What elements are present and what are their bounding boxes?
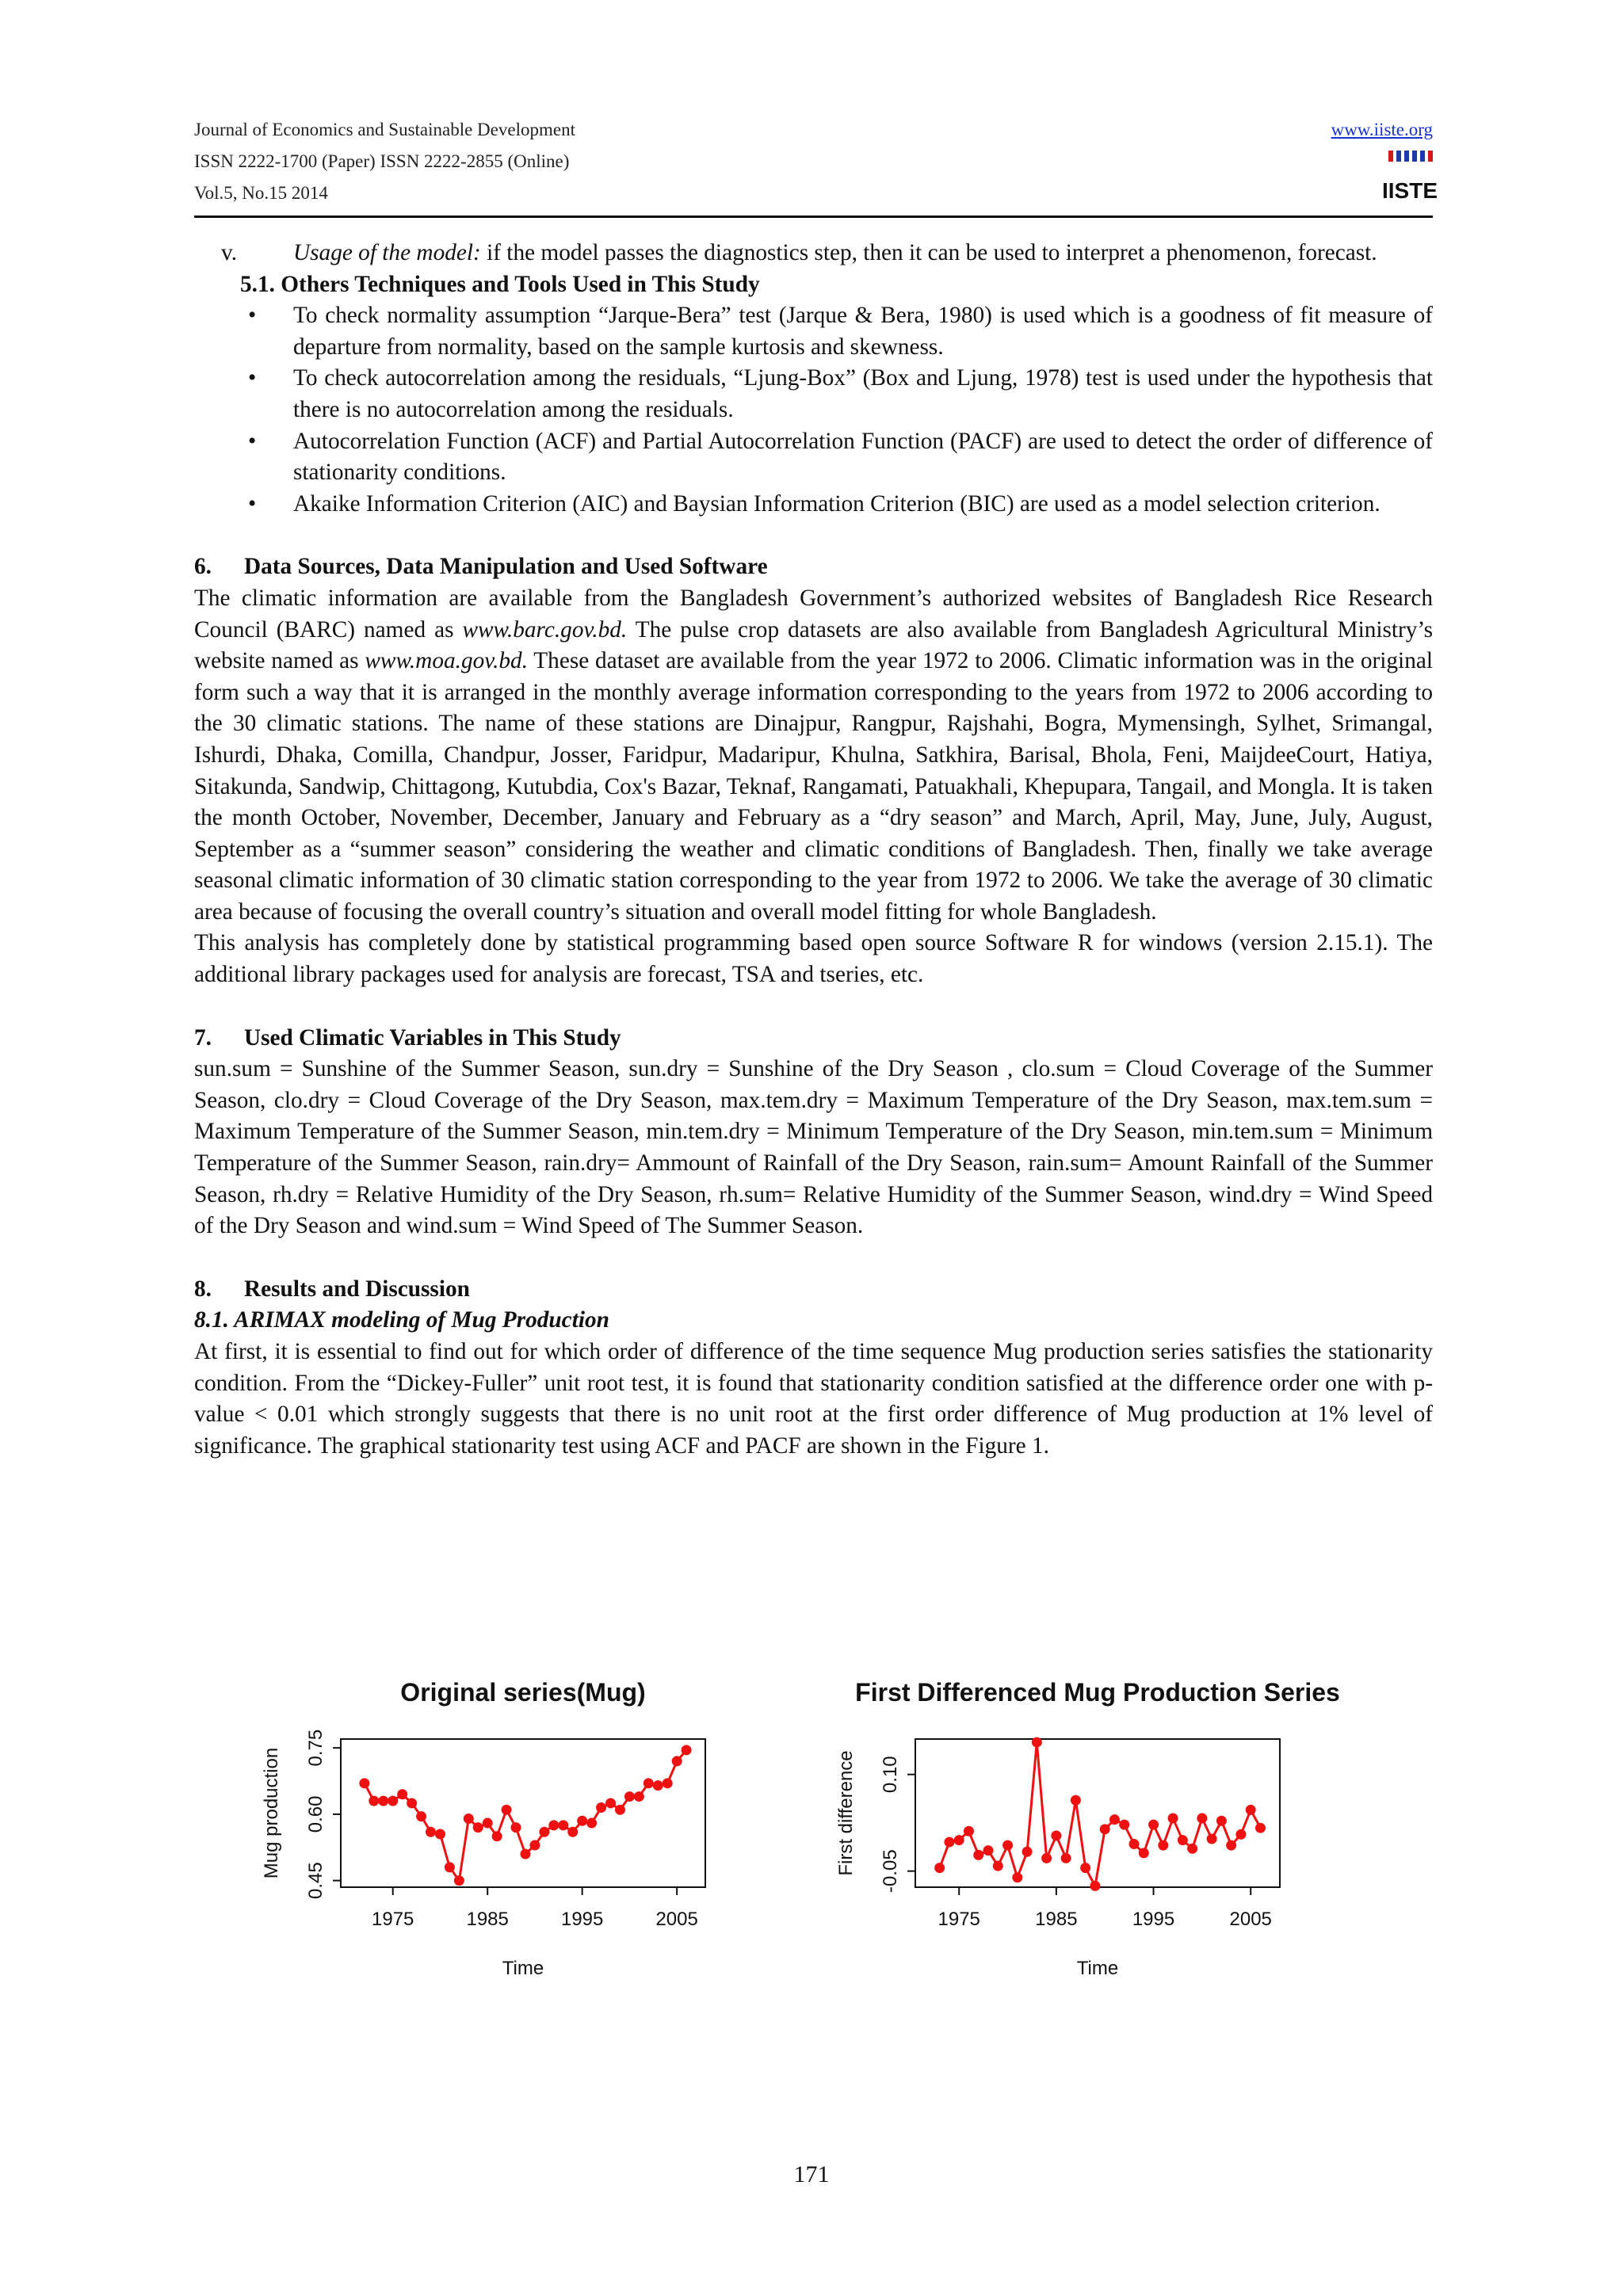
subsection-8-1-heading: 8.1. ARIMAX modeling of Mug Production: [194, 1307, 609, 1333]
y-axis-label: First difference: [835, 1750, 857, 1876]
data-point: [454, 1875, 464, 1886]
data-point: [378, 1796, 388, 1806]
bullet-icon: •: [248, 303, 257, 329]
data-point: [993, 1861, 1003, 1871]
data-point: [1197, 1814, 1207, 1824]
data-point: [1090, 1881, 1100, 1891]
data-point: [577, 1816, 587, 1826]
list-marker: v.: [221, 240, 238, 265]
data-point: [407, 1798, 417, 1808]
data-point: [634, 1791, 644, 1802]
chart-title: First Differenced Mug Production Series: [855, 1678, 1340, 1707]
data-point: [388, 1796, 398, 1806]
data-point: [1178, 1835, 1188, 1845]
list-text: if the model passes the diagnostics step, then it can be used to interpret a phenomenon, forecast.: [480, 240, 1377, 265]
data-point: [483, 1818, 493, 1829]
website-header: [1331, 114, 1433, 146]
data-point: [558, 1820, 568, 1830]
data-point: [964, 1826, 974, 1836]
x-tick-label: 1975: [372, 1909, 414, 1930]
data-point: [682, 1745, 692, 1755]
data-point: [520, 1849, 530, 1859]
page-number: 171: [793, 2161, 830, 2187]
x-tick-label: 2005: [655, 1909, 698, 1930]
bullet-icon: •: [248, 490, 257, 517]
journal-name: Journal of Economics and Sustainable Development: [194, 120, 575, 139]
data-point: [1207, 1834, 1217, 1844]
data-point: [426, 1827, 436, 1837]
y-tick-label: 0.10: [880, 1756, 901, 1794]
section-6-paragraph: The climatic information are available from the Bangladesh Government’s authorized websites of Bangladesh Rice Research Council (BARC) named as www.barc.gov.bd. The pulse crop datasets are also available from Bangladesh Agricultural Ministry’s website named as www.moa.gov.bd. These dataset are available from the year 1972 to 2006. Climatic information was in the original form such a way that it is arranged in the monthly average information corresponding to the years from 1972 to 2006 according to the 30 climatic stations. The name of these stations are Dinajpur, Rangpur, Rajshahi, Bogra, Mymensingh, Sylhet, Srimangal, Ishurdi, Dhaka, Comilla, Chandpur, Josser, Faridpur, Madaripur, Khulna, Satkhira, Barisal, Bhola, Feni, MaijdeeCourt, Hatiya, Sitakunda, Sandwip, Chittagong, Kutubdia, Cox's Bazar, Teknaf, Rangamati, Patuakhali, Khepupara, Tangail, and Mongla. It is taken the month October, November, December, January and February as a “dry season” and March, April, May, June, July, August, September as a “summer season” considering the weather and climatic conditions of Bangladesh. Then, finally we take average seasonal climatic information of 30 climatic station corresponding to the year from 1972 to 2006. We take the average of 30 climatic area because of focusing the overall country’s situation and overall model fitting for whole Bangladesh.: [194, 585, 1433, 925]
y-tick-label: -0.05: [880, 1849, 901, 1894]
data-point: [397, 1789, 407, 1799]
barc-url: www.barc.gov.bd.: [462, 616, 628, 643]
data-point: [643, 1778, 654, 1788]
data-point: [1041, 1853, 1052, 1863]
chart-first-difference: [796, 1660, 1383, 2000]
bullet-item: • Autocorrelation Function (ACF) and Partial Autocorrelation Function (PACF) are used to detect the order of difference of stationarity conditions.: [194, 426, 1433, 489]
journal-issn: ISSN 2222-1700 (Paper) ISSN 2222-2855 (Online): [194, 151, 570, 171]
data-point: [1255, 1823, 1266, 1833]
section-6-paragraph-2: This analysis has completely done by statistical programming based open source Software R for windows (version 2.15.1). The additional library packages used for analysis are forecast, TSA and tseries, etc.: [194, 930, 1433, 988]
data-point: [1080, 1863, 1090, 1873]
data-point: [511, 1822, 521, 1833]
data-point: [1051, 1830, 1061, 1840]
data-point: [1226, 1840, 1236, 1851]
page-content: [194, 238, 1433, 1462]
series-line: [940, 1742, 1261, 1886]
iiste-logo: [1381, 149, 1438, 204]
data-point: [1002, 1840, 1013, 1851]
data-point: [1168, 1814, 1178, 1824]
data-point: [1129, 1839, 1140, 1849]
data-point: [973, 1850, 983, 1860]
data-point: [586, 1818, 597, 1829]
data-point: [502, 1805, 512, 1815]
data-point: [464, 1814, 474, 1824]
chart-title: Original series(Mug): [400, 1678, 646, 1707]
series-line: [365, 1750, 686, 1881]
x-tick-label: 1995: [1132, 1909, 1175, 1930]
bullet-icon: •: [248, 428, 257, 454]
moa-url: www.moa.gov.bd.: [365, 648, 529, 674]
data-point: [983, 1845, 994, 1855]
data-point: [672, 1756, 682, 1766]
x-tick-label: 1985: [1035, 1909, 1078, 1930]
data-point: [1109, 1814, 1120, 1825]
plot-frame: [341, 1739, 705, 1887]
logo-text: IISTE: [1381, 178, 1438, 203]
data-point: [596, 1802, 606, 1813]
data-point: [473, 1822, 483, 1833]
data-point: [1235, 1829, 1246, 1840]
data-point: [529, 1840, 540, 1850]
y-tick-label: 0.60: [305, 1795, 327, 1833]
section-7-heading: 7. Used Climatic Variables in This Study: [194, 1024, 621, 1051]
header-rule: [194, 215, 1433, 218]
data-point: [445, 1862, 455, 1872]
section-8-heading: 8. Results and Discussion: [194, 1276, 470, 1302]
data-point: [1022, 1847, 1033, 1857]
list-item-v: [194, 238, 1433, 269]
data-point: [567, 1827, 578, 1837]
data-point: [1061, 1853, 1071, 1863]
data-point: [1216, 1816, 1227, 1826]
x-tick-label: 1995: [560, 1909, 604, 1930]
section-8-paragraph: At first, it is essential to find out for which order of difference of the time sequence Mug production series satisfies the stationarity condition. From the “Dickey-Fuller” unit root test, it is found that stationarity condition satisfied at the difference order one with p-value < 0.01 which strongly suggests that there is no unit root at the first order difference of Mug production at 1% level of significance. The graphical stationarity test using ACF and PACF are shown in the Figure 1.: [194, 1339, 1433, 1459]
data-point: [934, 1863, 945, 1873]
chart-original-series: [222, 1660, 808, 2000]
y-axis-label: Mug production: [261, 1747, 282, 1879]
data-point: [1187, 1844, 1197, 1854]
bullet-item: • Akaike Information Criterion (AIC) and Baysian Information Criterion (BIC) are used as a model selection criterion.: [194, 489, 1433, 521]
data-point: [1139, 1848, 1149, 1858]
data-point: [653, 1780, 663, 1791]
figure-1: [222, 1660, 1395, 2000]
data-point: [435, 1829, 445, 1840]
y-tick-label: 0.45: [305, 1862, 327, 1899]
section-6-heading: 6. Data Sources, Data Manipulation and Used Software: [194, 554, 768, 580]
data-point: [954, 1835, 964, 1845]
data-point: [369, 1796, 379, 1806]
website-link[interactable]: www.iiste.org: [1331, 120, 1433, 139]
data-point: [416, 1811, 426, 1821]
data-point: [1148, 1820, 1159, 1830]
y-tick-label: 0.75: [305, 1729, 327, 1767]
journal-volume: Vol.5, No.15 2014: [194, 183, 328, 203]
data-point: [548, 1820, 559, 1830]
x-tick-label: 2005: [1229, 1909, 1272, 1930]
data-point: [1158, 1840, 1168, 1851]
journal-header: [194, 114, 575, 209]
data-point: [1100, 1824, 1110, 1834]
data-point: [359, 1778, 369, 1788]
bullet-item: • To check normality assumption “Jarque-Bera” test (Jarque & Bera, 1980) is used which is a goodness of fit measure of departure from normality, based on the sample kurtosis and skewness.: [194, 300, 1433, 363]
bullet-item: • To check autocorrelation among the residuals, “Ljung-Box” (Box and Ljung, 1978) test is used under the hypothesis that there is no autocorrelation among the residuals.: [194, 363, 1433, 425]
data-point: [1012, 1872, 1022, 1882]
x-axis-label: Time: [502, 1958, 544, 1979]
x-axis-label: Time: [1076, 1958, 1119, 1979]
data-point: [663, 1778, 673, 1788]
data-point: [1032, 1737, 1042, 1748]
bullet-icon: •: [248, 365, 257, 391]
subsection-5-1-heading: 5.1. Others Techniques and Tools Used in This Study: [240, 271, 760, 297]
data-point: [944, 1837, 954, 1848]
data-point: [1246, 1805, 1256, 1815]
data-point: [492, 1831, 502, 1841]
data-point: [1119, 1820, 1129, 1830]
data-point: [1071, 1795, 1081, 1806]
data-point: [605, 1798, 616, 1808]
data-point: [539, 1827, 549, 1837]
section-7-paragraph: sun.sum = Sunshine of the Summer Season, sun.dry = Sunshine of the Dry Season , clo.sum = Cloud Coverage of the Summer Season, clo.dry = Cloud Coverage of the Dry Season, max.tem.dry = Maximum Temperature of the Dry Season, max.tem.sum = Maximum Temperature of the Summer Season, min.tem.dry = Minimum Temperature of the Dry Season, min.tem.sum = Minimum Temperature of the Summer Season, rain.dry= Ammount of Rainfall of the Dry Season, rain.sum= Amount Rainfall of the Summer Season, rh.dry = Relative Humidity of the Dry Season, rh.sum= Relative Humidity of the Summer Season, wind.dry = Wind Speed of the Dry Season and wind.sum = Wind Speed of The Summer Season.: [194, 1056, 1433, 1239]
x-tick-label: 1985: [466, 1909, 509, 1930]
list-lead: Usage of the model:: [293, 240, 481, 265]
data-point: [624, 1791, 635, 1802]
data-point: [615, 1805, 625, 1815]
x-tick-label: 1975: [938, 1909, 980, 1930]
